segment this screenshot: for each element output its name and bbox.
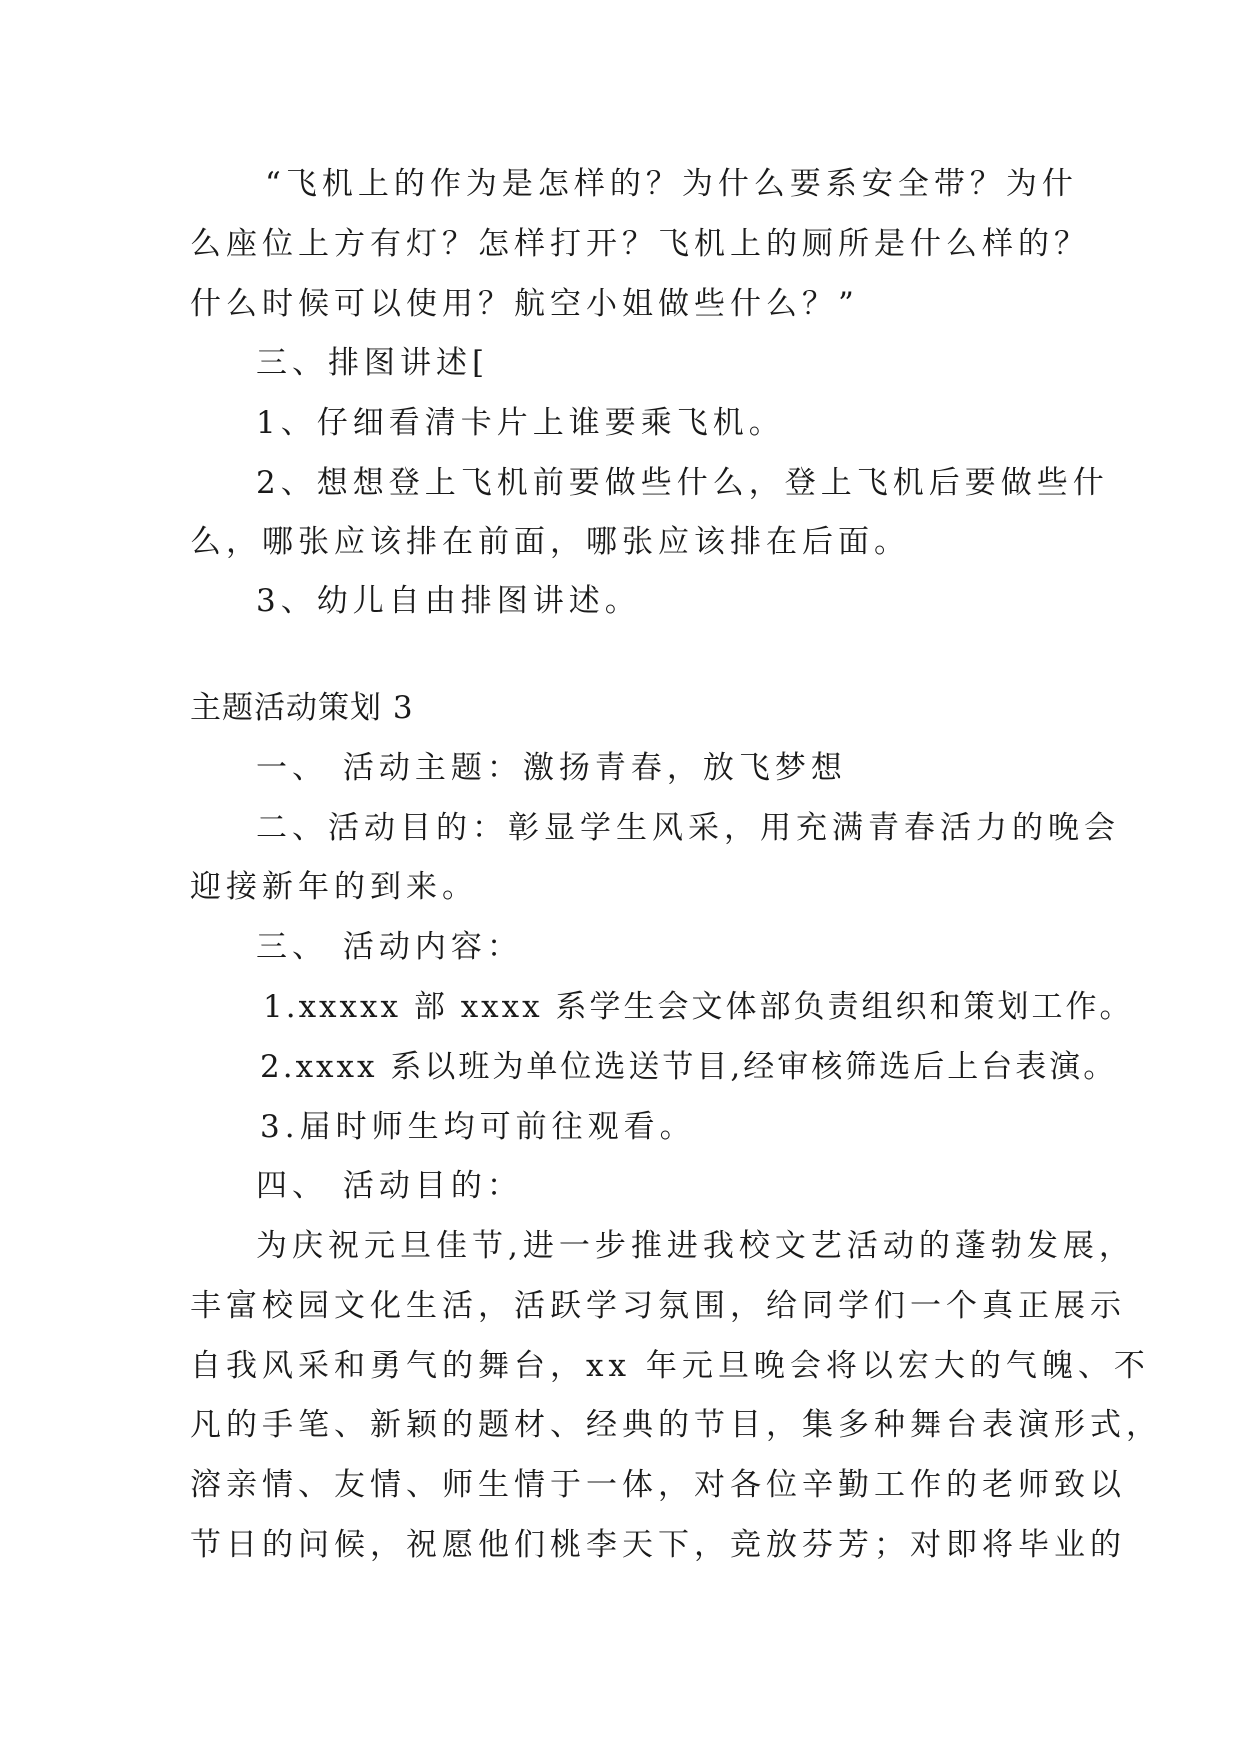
section-heading: 三、排图讲述[	[256, 345, 490, 381]
section-heading: 二、活动目的：彰显学生风采，用充满青春活力的晚会	[256, 810, 1120, 846]
paragraph-line: 丰富校园文化生活，活跃学习氛围，给同学们一个真正展示	[190, 1288, 1126, 1324]
section-heading: 三、 活动内容：	[256, 929, 523, 965]
list-item: 3.届时师生均可前往观看。	[260, 1109, 696, 1145]
paragraph-line: 为庆祝元旦佳节,进一步推进我校文艺活动的蓬勃发展，	[256, 1228, 1135, 1264]
paragraph-line: “飞机上的作为是怎样的？为什么要系安全带？为什	[265, 166, 1078, 202]
paragraph-line: 溶亲情、友情、师生情于一体，对各位辛勤工作的老师致以	[190, 1467, 1126, 1503]
paragraph-line: 凡的手笔、新颖的题材、经典的节目，集多种舞台表演形式，	[190, 1407, 1162, 1443]
section-title: 主题活动策划 3	[190, 690, 414, 726]
list-item: 2.xxxx 系以班为单位选送节目,经审核筛选后上台表演。	[260, 1049, 1118, 1085]
section-heading: 四、 活动目的：	[256, 1168, 523, 1204]
paragraph-line: 什么时候可以使用？航空小姐做些什么？”	[190, 286, 859, 322]
list-item: 1、仔细看清卡片上谁要乘飞机。	[256, 405, 785, 441]
paragraph-line: 么座位上方有灯？怎样打开？飞机上的厕所是什么样的？	[190, 226, 1090, 262]
list-item: 2、想想登上飞机前要做些什么，登上飞机后要做些什	[256, 465, 1109, 501]
list-item: 1.xxxxx 部 xxxx 系学生会文体部负责组织和策划工作。	[263, 989, 1134, 1025]
paragraph-line: 节日的问候，祝愿他们桃李天下，竞放芬芳；对即将毕业的	[190, 1527, 1126, 1563]
section-heading: 一、 活动主题：激扬青春，放飞梦想	[256, 750, 847, 786]
list-item-continuation: 么，哪张应该排在前面，哪张应该排在后面。	[190, 524, 910, 560]
paragraph-line: 自我风采和勇气的舞台，xx 年元旦晚会将以宏大的气魄、不	[190, 1348, 1150, 1384]
paragraph-line: 迎接新年的到来。	[190, 869, 478, 905]
list-item: 3、幼儿自由排图讲述。	[256, 583, 641, 619]
